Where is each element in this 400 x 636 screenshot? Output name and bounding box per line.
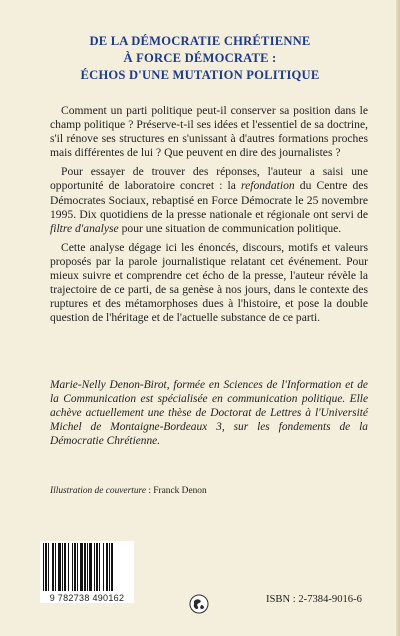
barcode — [40, 541, 134, 593]
credit-label: Illustration de couverture — [50, 486, 146, 496]
blurb-paragraph-2 — [50, 165, 368, 235]
blurb — [50, 104, 368, 330]
blurb-p2-text-b: du Centre des Démocrates Sociaux, rebaptisé en Force Démocrate le 25 novembre 1995. Dix quotidiens de la presse nationale et régionale ont servi de — [50, 179, 368, 221]
credit-separator: : — [146, 486, 154, 496]
cover-illustration-credit — [50, 485, 368, 497]
book-title — [20, 33, 380, 84]
barcode-digits: 9 782738 490162 — [40, 593, 134, 603]
author-bio: Marie-Nelly Denon-Birot, formée en Sciences de l'Information et de la Communication est spécialisée en communication politique. Elle achève actuellement une thèse de Doctorat de Lettres à l'Université Michel de Montaigne-Bordeaux 3, sur les fondements de la Démocratie Chrétienne. — [50, 379, 368, 447]
title-line-1: DE LA DÉMOCRATIE CHRÉTIENNE — [89, 34, 311, 48]
publisher-globe-icon — [189, 594, 209, 614]
barcode-bars-icon — [40, 541, 134, 593]
isbn: ISBN : 2-7384-9016-6 — [266, 594, 362, 605]
title-line-3: ÉCHOS D'UNE MUTATION POLITIQUE — [80, 68, 320, 82]
blurb-p2-text-a: Pour essayer de trouver des réponses, l'auteur a saisi une opportunité de laboratoire concret : la — [50, 165, 368, 193]
blurb-p2-text-c: pour une situation de communication politique. — [118, 221, 342, 235]
blurb-paragraph-3: Cette analyse dégage ici les énoncés, discours, motifs et valeurs proposés par la parole journalistique relatant cet événement. Pour mieux suivre et comprendre cet écho de la presse, l'auteur révèle la trajectoire de ce parti, de sa genèse à nos jours, dans le contexte des ruptures et des métamorphoses dues à l'histoire, et pose la double question de l'héritage et de l'actuelle substance de ce parti. — [50, 240, 368, 325]
page-edge — [396, 0, 400, 636]
title-line-2: À FORCE DÉMOCRATE : — [123, 51, 277, 65]
credit-name: Franck Denon — [153, 486, 207, 496]
blurb-p2-emphasis-filtre: filtre d'analyse — [50, 221, 119, 235]
blurb-paragraph-1: Comment un parti politique peut-il conserver sa position dans le champ politique ? Préserve-t-il ses idées et l'essentiel de sa doctrine, s'il rénove ses structures en s'unissant à d'autres formations proches mais différentes de lui ? Que peuvent en dire des journalistes ? — [50, 104, 368, 160]
blurb-p2-emphasis-refondation: refondation — [241, 179, 295, 193]
